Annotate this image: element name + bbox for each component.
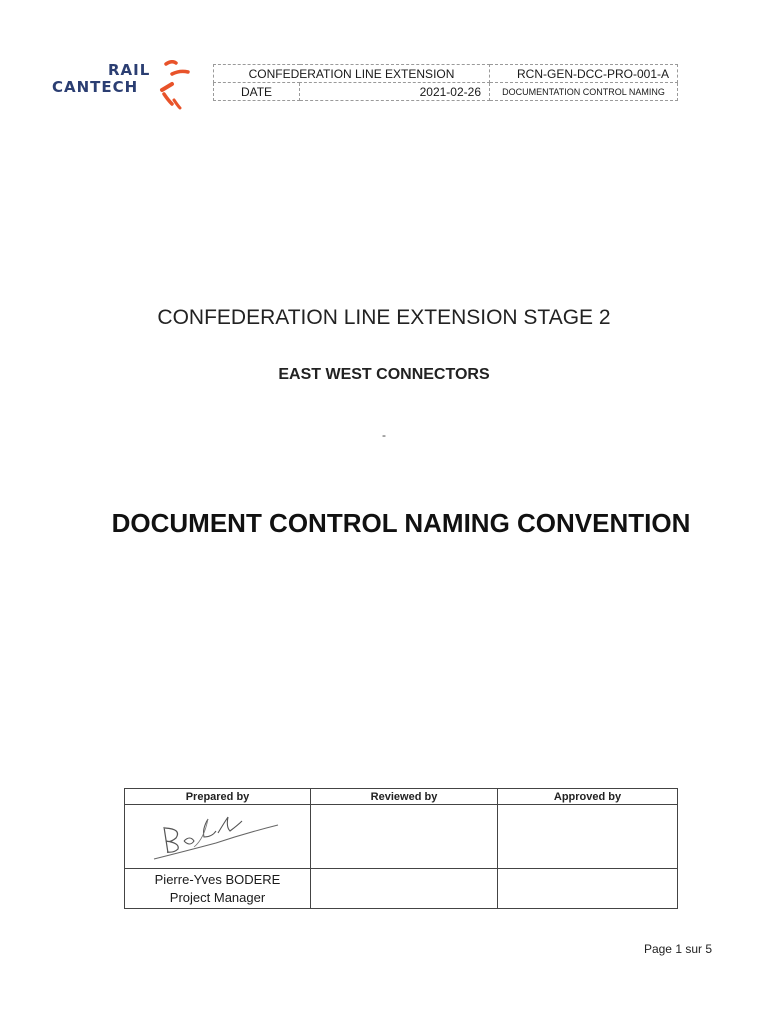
reviewed-by-details: [311, 869, 498, 909]
logo-mark-icon: [158, 60, 198, 110]
handwritten-signature: [146, 807, 286, 867]
prepared-by-header: Prepared by: [125, 789, 311, 805]
header-project: CONFEDERATION LINE EXTENSION: [214, 65, 490, 83]
header-document-code: RCN-GEN-DCC-PRO-001-A: [490, 65, 678, 83]
approved-by-signature-cell: [498, 805, 678, 869]
title-separator: -: [382, 428, 386, 442]
prepared-by-details: [125, 869, 311, 909]
rail-cantech-logo: [52, 60, 202, 112]
document-title: DOCUMENT CONTROL NAMING CONVENTION: [111, 508, 691, 538]
approved-by-details: [498, 869, 678, 909]
header-date-label: DATE: [214, 83, 300, 101]
page-number: Page 1 sur 5: [643, 942, 712, 956]
document-header-table: [213, 64, 678, 101]
header-date-value: 2021-02-26: [300, 83, 490, 101]
logo-text-cantech: CANTECH: [52, 78, 139, 96]
prepared-by-role: Project Manager: [169, 889, 266, 905]
header-document-short-title: DOCUMENTATION CONTROL NAMING: [490, 83, 678, 101]
reviewed-by-signature-cell: [311, 805, 498, 869]
approval-table: [124, 788, 678, 909]
project-stage-title: CONFEDERATION LINE EXTENSION STAGE 2: [157, 306, 611, 329]
approved-by-header: Approved by: [498, 789, 678, 805]
project-subtitle: EAST WEST CONNECTORS: [278, 366, 490, 383]
logo-text-rail: RAIL: [108, 61, 151, 79]
reviewed-by-header: Reviewed by: [311, 789, 498, 805]
prepared-by-signature-cell: [125, 805, 311, 869]
prepared-by-name: Pierre-Yves BODERE: [154, 871, 281, 887]
